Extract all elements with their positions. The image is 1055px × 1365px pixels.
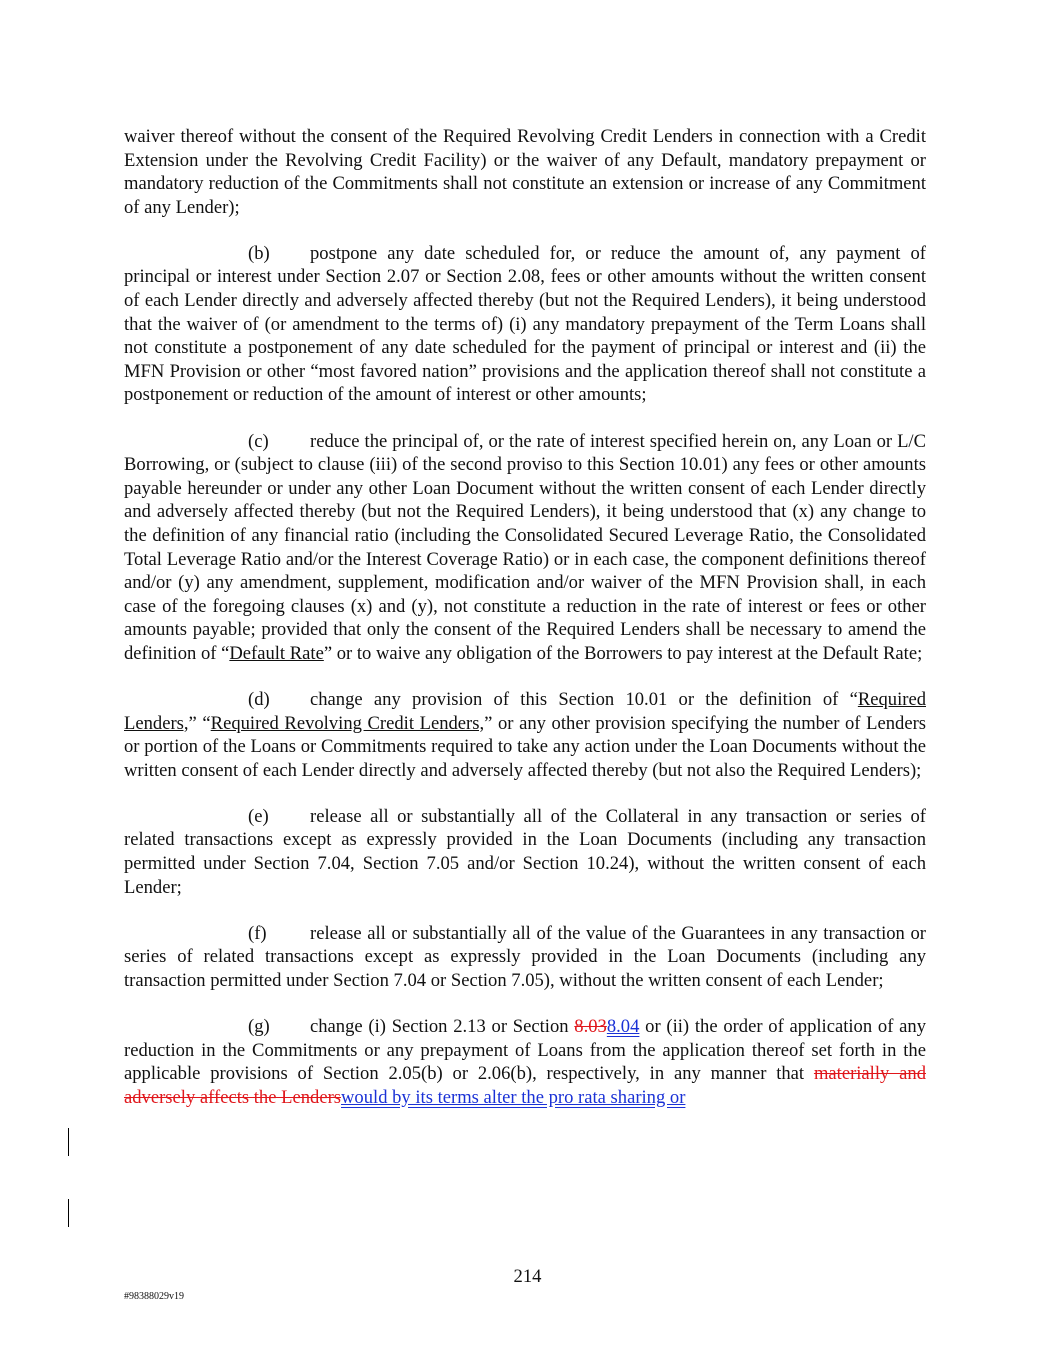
inserted-text: 8.04: [606, 1016, 640, 1037]
document-id: #98388029v19: [124, 1291, 184, 1302]
clause-label: (b): [248, 242, 270, 264]
change-bar: [68, 1128, 69, 1156]
change-bar: [68, 1199, 69, 1227]
clause-b: [124, 242, 926, 407]
clause-c: [124, 430, 926, 666]
clause-text: ” “: [188, 712, 211, 734]
defined-term: Required Lenders,: [124, 688, 926, 734]
clause-e: [124, 805, 926, 899]
continuation-paragraph: [124, 125, 926, 219]
document-body: [124, 125, 926, 1132]
clause-text: or (ii) the order of application of any reduction in the Commitments or any prepayment of Loans from the application thereof set forth in the applicable provisions of Section 2.05(b) or 2.06(b), respectively, in any manner that: [124, 1016, 926, 1085]
deleted-text: materially and adversely affects the Lenders: [124, 1063, 926, 1108]
continuation-text: waiver thereof without the consent of the Required Revolving Credit Lenders in connection with a Credit Extension under the Revolving Credit Facility) or the waiver of any Default, mandatory prepayment or mandatory reduction of the Commitments shall not constitute an extension or increase of any Commitment of any Lender);: [124, 126, 926, 218]
clause-g: [124, 1015, 926, 1109]
clause-text: postpone any date scheduled for, or reduce the amount of, any payment of principal or interest under Section 2.07 or Section 2.08, fees or other amounts without the written consent of each Lender directly and adversely affected thereby (but not the Required Lenders), it being understood that the waiver of (or amendment to the terms of) (i) any mandatory prepayment of the Term Loans shall not constitute a postponement of any date scheduled for the payment of principal or interest and (ii) the MFN Provision or other “most favored nation” provisions and the application thereof shall not constitute a postponement or reduction of the amount of interest or other amounts;: [124, 242, 926, 406]
defined-term: Default Rate: [229, 642, 324, 664]
page-number: 214: [513, 1266, 542, 1287]
clause-label: (e): [248, 805, 269, 827]
inserted-text: would by its terms alter the pro rata sharing or: [341, 1086, 686, 1108]
clause-text: reduce the principal of, or the rate of interest specified herein on, any Loan or L/C Borrowing, or (subject to clause (iii) of the second proviso to this Section 10.01) any fees or other amounts payable hereunder or under any other Loan Document without the written consent of each Lender directly and adversely affected thereby (but not the Required Lenders), it being understood that (x) any change to the definition of any financial ratio (including the Consolidated Secured Leverage Ratio, the Consolidated Total Leverage Ratio and/or the Interest Coverage Ratio) or in each case, the component definitions thereof and/or (y) any amendment, supplement, modification and/or waiver of the MFN Provision shall, in each case of the foregoing clauses (x) and (y), not constitute a reduction in the rate of interest or fees or other amounts payable; provided that only the consent of the Required Lenders shall be necessary to amend the definition of “: [124, 430, 926, 664]
clause-text: change (i) Section 2.13 or Section: [310, 1016, 575, 1037]
clause-f: [124, 922, 926, 993]
clause-label: (d): [248, 688, 270, 710]
clause-label: (c): [248, 430, 269, 452]
clause-text: release all or substantially all of the value of the Guarantees in any transaction or series of related transactions except as expressly provided in the Loan Documents (including any transaction permitted under Section 7.04 or Section 7.05), without the written consent of each Lender;: [124, 922, 926, 991]
clause-text: ” or to waive any obligation of the Borrowers to pay interest at the Default Rate;: [323, 642, 923, 664]
clause-text: release all or substantially all of the Collateral in any transaction or series of related transactions except as expressly provided in the Loan Documents (including any transaction permitted under Section 7.04, Section 7.05 and/or Section 10.24), without the written consent of each Lender;: [124, 805, 926, 898]
clause-text: ” or any other provision specifying the number of Lenders or portion of the Loans or Commitments required to take any action under the Loan Documents without the written consent of each Lender directly and adversely affected thereby (but not also the Required Lenders);: [124, 712, 926, 781]
deleted-text: 8.03: [574, 1016, 607, 1037]
defined-term: Required Revolving Credit Lenders,: [210, 712, 485, 734]
clause-label: (g): [248, 1016, 270, 1037]
clause-text: change any provision of this Section 10.01 or the definition of “: [310, 688, 858, 710]
clause-label: (f): [248, 922, 267, 944]
clause-d: [124, 688, 926, 782]
